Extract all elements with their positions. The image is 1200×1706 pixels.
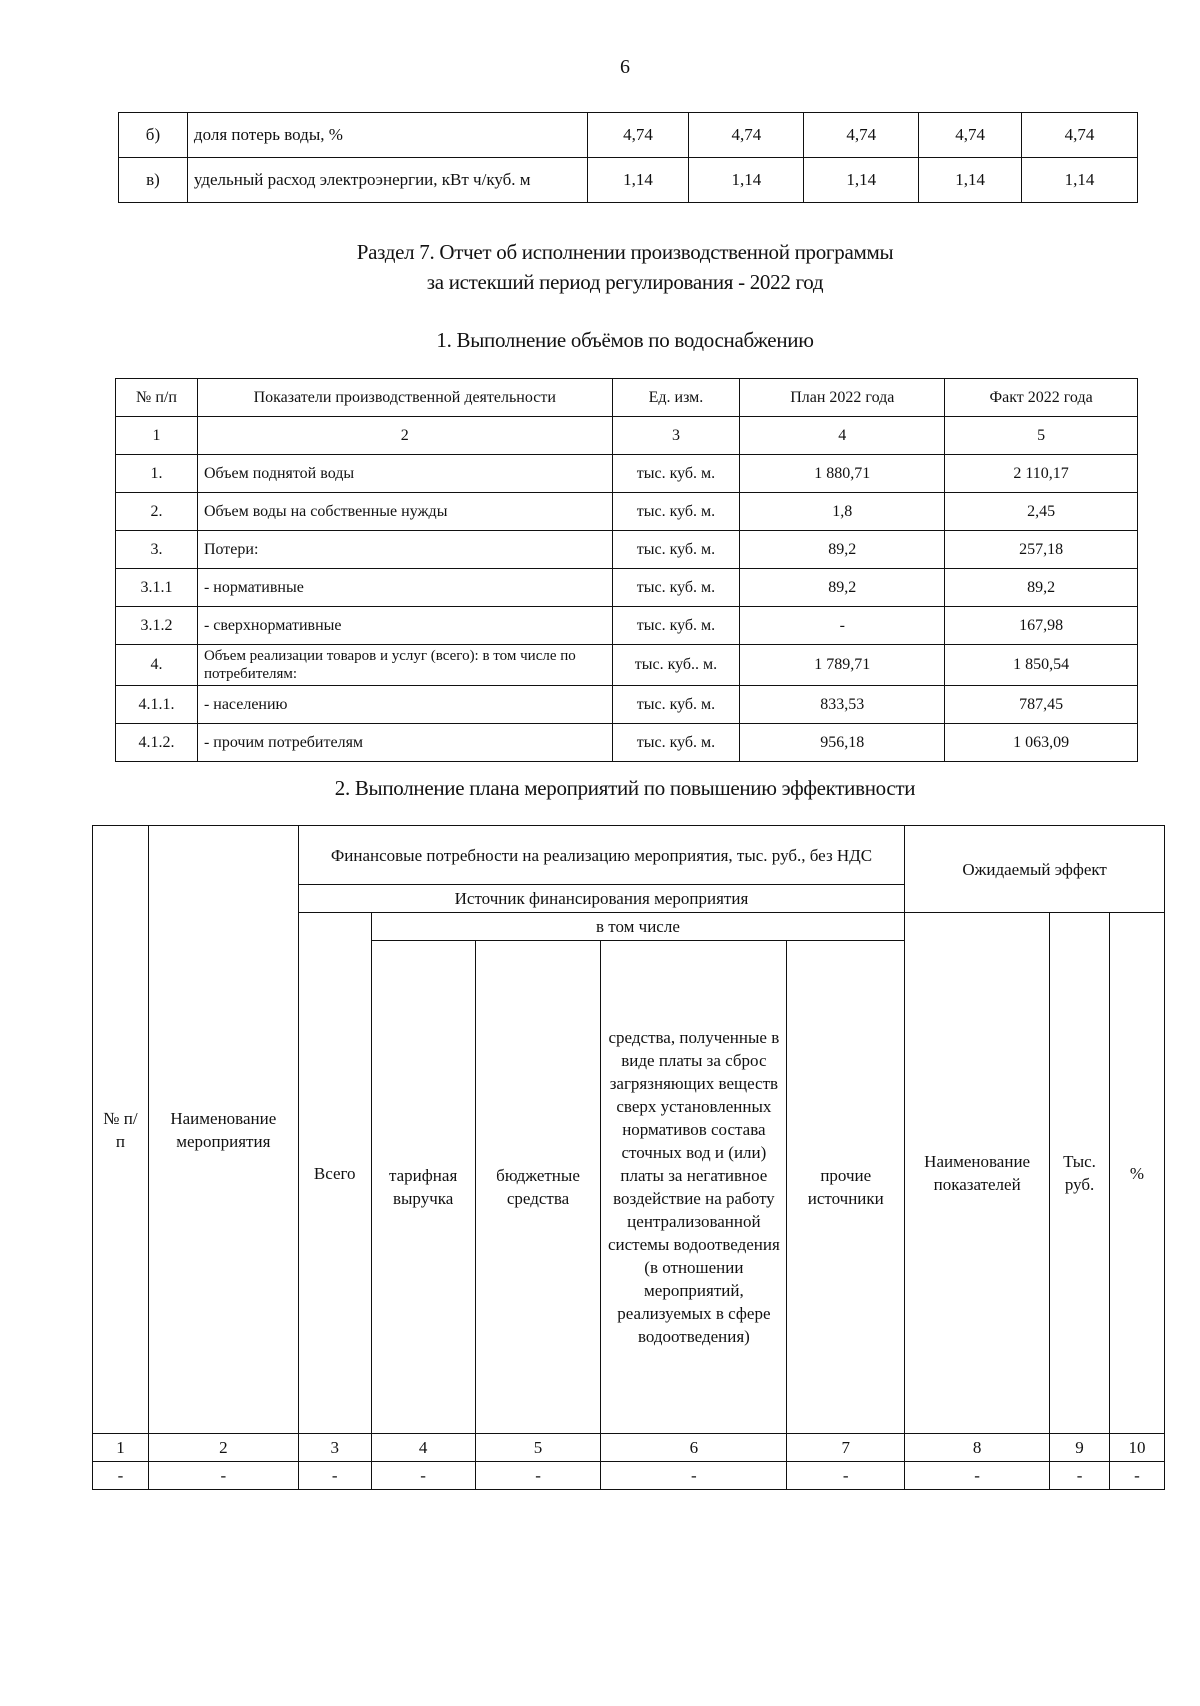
unit-cell: тыс. куб. м.	[612, 455, 740, 493]
value-cell: 1,14	[1022, 158, 1138, 203]
row-number: 4.1.2.	[116, 724, 198, 762]
table-row	[116, 607, 1138, 645]
indicator-name: - нормативные	[197, 569, 612, 607]
indicator-name: - населению	[197, 686, 612, 724]
column-number: 6	[601, 1434, 787, 1462]
fact-cell: 1 850,54	[945, 645, 1138, 686]
fact-cell: 89,2	[945, 569, 1138, 607]
plan-cell: 1,8	[740, 493, 945, 531]
volumes-title: 1. Выполнение объёмов по водоснабжению	[436, 328, 814, 352]
plan-cell: 956,18	[740, 724, 945, 762]
row-number: б)	[119, 113, 188, 158]
header-cell: План 2022 года	[740, 379, 945, 417]
unit-cell: тыс. куб. м.	[612, 686, 740, 724]
fact-cell: 787,45	[945, 686, 1138, 724]
value-cell: 1,14	[689, 158, 804, 203]
indicator-name: Объем реализации товаров и услуг (всего): в том числе по потребителям:	[197, 645, 612, 686]
header-cell-indicator-names: Наименование показателей	[905, 913, 1050, 1434]
indicator-name: Объем поднятой воды	[197, 455, 612, 493]
column-number: 1	[93, 1434, 149, 1462]
header-cell-expected-effect: Ожидаемый эффект	[905, 826, 1165, 913]
row-number: 2.	[116, 493, 198, 531]
row-number: 3.	[116, 531, 198, 569]
value-cell: 4,74	[689, 113, 804, 158]
column-number: 2	[148, 1434, 298, 1462]
column-number-row	[116, 417, 1138, 455]
unit-cell: тыс. куб.. м.	[612, 645, 740, 686]
plan-cell: 1 789,71	[740, 645, 945, 686]
unit-cell: тыс. куб. м.	[612, 493, 740, 531]
plan-cell: 89,2	[740, 531, 945, 569]
empty-cell: -	[93, 1462, 149, 1490]
row-label: удельный расход электроэнергии, кВт ч/куб. м	[187, 158, 587, 203]
column-number: 2	[197, 417, 612, 455]
indicator-name: Объем воды на собственные нужды	[197, 493, 612, 531]
header-cell-tariff-revenue: тарифная выручка	[371, 941, 475, 1434]
header-cell-budget-funds: бюджетные средства	[475, 941, 601, 1434]
fact-cell: 1 063,09	[945, 724, 1138, 762]
column-number: 4	[371, 1434, 475, 1462]
row-number: 4.1.1.	[116, 686, 198, 724]
column-number: 1	[116, 417, 198, 455]
value-cell: 1,14	[919, 158, 1022, 203]
header-row	[116, 379, 1138, 417]
table-row	[116, 531, 1138, 569]
header-cell: Факт 2022 года	[945, 379, 1138, 417]
column-number: 9	[1050, 1434, 1110, 1462]
page-number: 6	[620, 56, 630, 78]
value-cell: 4,74	[587, 113, 689, 158]
column-number: 7	[787, 1434, 905, 1462]
header-row	[93, 826, 1165, 885]
header-cell: № п/п	[116, 379, 198, 417]
table-row	[116, 455, 1138, 493]
row-number: 3.1.1	[116, 569, 198, 607]
section-heading-line-2: за истекший период регулирования - 2022 год	[426, 270, 824, 294]
header-cell: Ед. изм.	[612, 379, 740, 417]
column-number: 3	[298, 1434, 371, 1462]
table-row	[119, 158, 1138, 203]
plan-cell: 833,53	[740, 686, 945, 724]
empty-cell: -	[905, 1462, 1050, 1490]
value-cell: 1,14	[587, 158, 689, 203]
column-number: 10	[1110, 1434, 1165, 1462]
row-number: 3.1.2	[116, 607, 198, 645]
row-number: 1.	[116, 455, 198, 493]
table-row	[116, 724, 1138, 762]
water-supply-volumes-table	[115, 378, 1138, 762]
plan-cell: 1 880,71	[740, 455, 945, 493]
empty-cell: -	[1110, 1462, 1165, 1490]
plan-cell: -	[740, 607, 945, 645]
table-row	[116, 569, 1138, 607]
table-row	[116, 645, 1138, 686]
unit-cell: тыс. куб. м.	[612, 569, 740, 607]
empty-cell: -	[148, 1462, 298, 1490]
empty-cell: -	[601, 1462, 787, 1490]
indicator-name: - прочим потребителям	[197, 724, 612, 762]
header-cell-number: № п/п	[93, 826, 149, 1434]
table-row	[119, 113, 1138, 158]
value-cell: 4,74	[919, 113, 1022, 158]
header-cell-measure-name: Наименование мероприятия	[148, 826, 298, 1434]
row-number: 4.	[116, 645, 198, 686]
table-row	[93, 1462, 1165, 1490]
empty-cell: -	[1050, 1462, 1110, 1490]
empty-cell: -	[298, 1462, 371, 1490]
header-cell-percent: %	[1110, 913, 1165, 1434]
header-cell-discharge-fees: средства, полученные в виде платы за сброс загрязняющих веществ сверх установленных нормативов состава сточных вод и (или) платы за негативное воздействие на работу централизованной системы водоотведения (в отношении мероприятий, реализуемых в сфере водоотведения)	[601, 941, 787, 1434]
empty-cell: -	[787, 1462, 905, 1490]
value-cell: 1,14	[804, 158, 919, 203]
header-cell-total: Всего	[298, 913, 371, 1434]
fact-cell: 2 110,17	[945, 455, 1138, 493]
top-indicators-table	[118, 112, 1138, 203]
column-number: 5	[475, 1434, 601, 1462]
fact-cell: 257,18	[945, 531, 1138, 569]
column-number: 4	[740, 417, 945, 455]
header-cell-funding-source: Источник финансирования мероприятия	[298, 885, 904, 913]
header-cell-including: в том числе	[371, 913, 905, 941]
column-number: 5	[945, 417, 1138, 455]
value-cell: 4,74	[1022, 113, 1138, 158]
fact-cell: 2,45	[945, 493, 1138, 531]
section-heading-line-1: Раздел 7. Отчет об исполнении производственной программы	[356, 240, 894, 264]
header-cell: Показатели производственной деятельности	[197, 379, 612, 417]
empty-cell: -	[371, 1462, 475, 1490]
efficiency-measures-table	[92, 825, 1165, 1490]
row-number: в)	[119, 158, 188, 203]
empty-cell: -	[475, 1462, 601, 1490]
column-number: 8	[905, 1434, 1050, 1462]
efficiency-title: 2. Выполнение плана мероприятий по повышению эффективности	[334, 776, 916, 800]
header-cell-thousand-rub: Тыс. руб.	[1050, 913, 1110, 1434]
plan-cell: 89,2	[740, 569, 945, 607]
unit-cell: тыс. куб. м.	[612, 724, 740, 762]
fact-cell: 167,98	[945, 607, 1138, 645]
table-row	[116, 686, 1138, 724]
value-cell: 4,74	[804, 113, 919, 158]
column-number-row	[93, 1434, 1165, 1462]
unit-cell: тыс. куб. м.	[612, 607, 740, 645]
row-label: доля потерь воды, %	[187, 113, 587, 158]
indicator-name: - сверхнормативные	[197, 607, 612, 645]
header-cell-other-sources: прочие источники	[787, 941, 905, 1434]
column-number: 3	[612, 417, 740, 455]
header-cell-financial-needs: Финансовые потребности на реализацию мероприятия, тыс. руб., без НДС	[298, 826, 904, 885]
indicator-name: Потери:	[197, 531, 612, 569]
table-row	[116, 493, 1138, 531]
unit-cell: тыс. куб. м.	[612, 531, 740, 569]
